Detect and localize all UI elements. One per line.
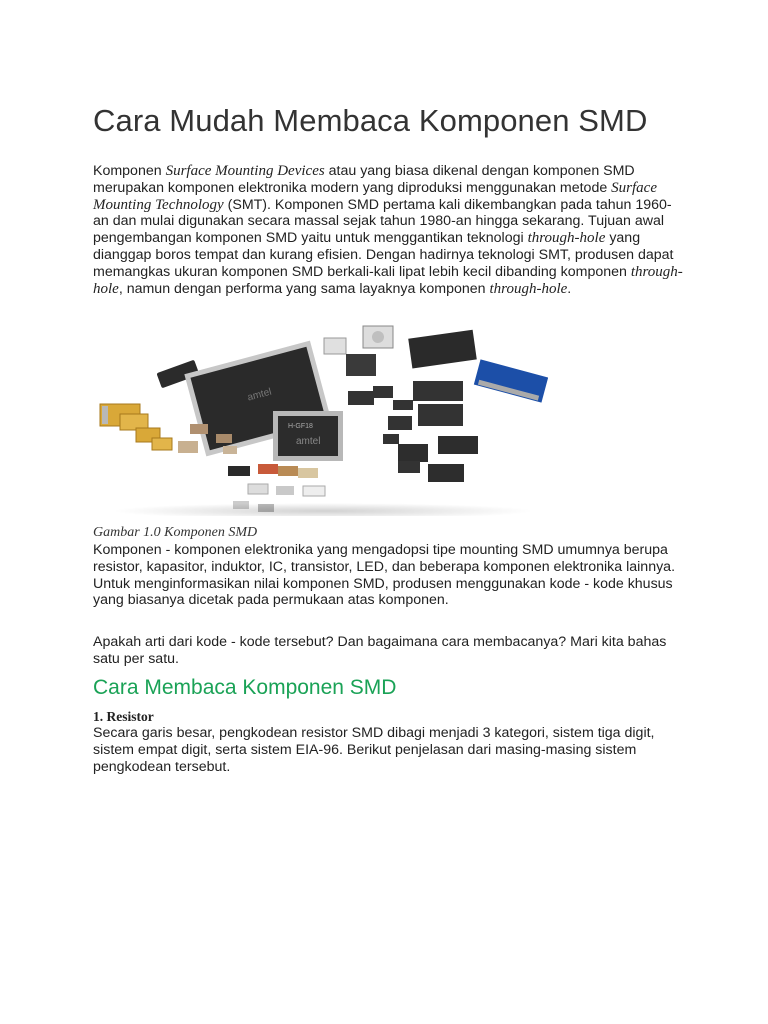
inductor-icon [324, 326, 393, 376]
intro-text: atau yang biasa dikenal dengan komponen SMD merupakan komponen elektronika modern yang diproduksi menggunakan metode [93, 163, 635, 196]
chip-label: amtel [246, 386, 273, 404]
intro-italic-term: Surface Mounting Devices [165, 163, 325, 179]
section-heading: Cara Membaca Komponen SMD [93, 676, 397, 699]
intro-italic-term: Surface Mounting Technology [93, 179, 657, 213]
intro-paragraph [93, 163, 683, 297]
question-paragraph: Apakah arti dari kode - kode tersebut? Dan bagaimana cara membacanya? Mari kita bahas satu per satu. [93, 634, 667, 667]
chip-label: amtel [296, 436, 321, 447]
intro-italic-term: through-hole [527, 230, 606, 247]
intro-text: Komponen [93, 163, 166, 179]
intro-text: yang dianggap boros tempat dan kurang efisien. Dengan hadirnya teknologi SMT, produsen dapat memangkas ukuran komponen SMD berkali-kali lipat lebih kecil dibanding komponen [93, 230, 674, 280]
chip-label: H-GF18 [288, 423, 313, 430]
figure-caption: Gambar 1.0 Komponen SMD [93, 525, 258, 540]
tantalum-capacitor-icon [100, 404, 172, 450]
components-paragraph: Komponen - komponen elektronika yang mengadopsi tipe mounting SMD umumnya berupa resistor, kapasitor, induktor, IC, transistor, LED, dan beberapa komponen elektronika lainnya. Untuk menginformasikan nilai komponen SMD, produsen menggunakan kode - kode khusus yang biasanya dicetak pada permukaan atas komponen. [93, 542, 676, 609]
ic-chip-icon [408, 330, 477, 369]
intro-text: (SMT). Komponen SMD pertama kali dikembangkan pada tahun 1960-an dan mulai digunakan secara massal sejak tahun 1980-an hingga sekarang. Tujuan awal pengembangan komponen SMD yaitu untuk menggantikan teknologi [93, 196, 672, 247]
resistor-paragraph: Secara garis besar, pengkodean resistor SMD dibagi menjadi 3 kategori, sistem tiga digit, sistem empat digit, serta sistem EIA-96. Berikut penjelasan dari masing-masing sistem pengkodean tersebut. [93, 725, 655, 775]
intro-text: , namun dengan performa yang sama layaknya komponen [118, 280, 490, 297]
intro-text: . [567, 280, 572, 297]
page-title: Cara Mudah Membaca Komponen SMD [93, 103, 648, 138]
intro-italic-term: through-hole [93, 263, 683, 297]
intro-italic-term: through-hole [489, 280, 568, 297]
smd-components-photo [98, 316, 548, 516]
small-qfp-chip-icon [273, 411, 343, 461]
resistor-subheading: 1. Resistor [93, 709, 154, 724]
resistor-network-icon [474, 359, 548, 402]
